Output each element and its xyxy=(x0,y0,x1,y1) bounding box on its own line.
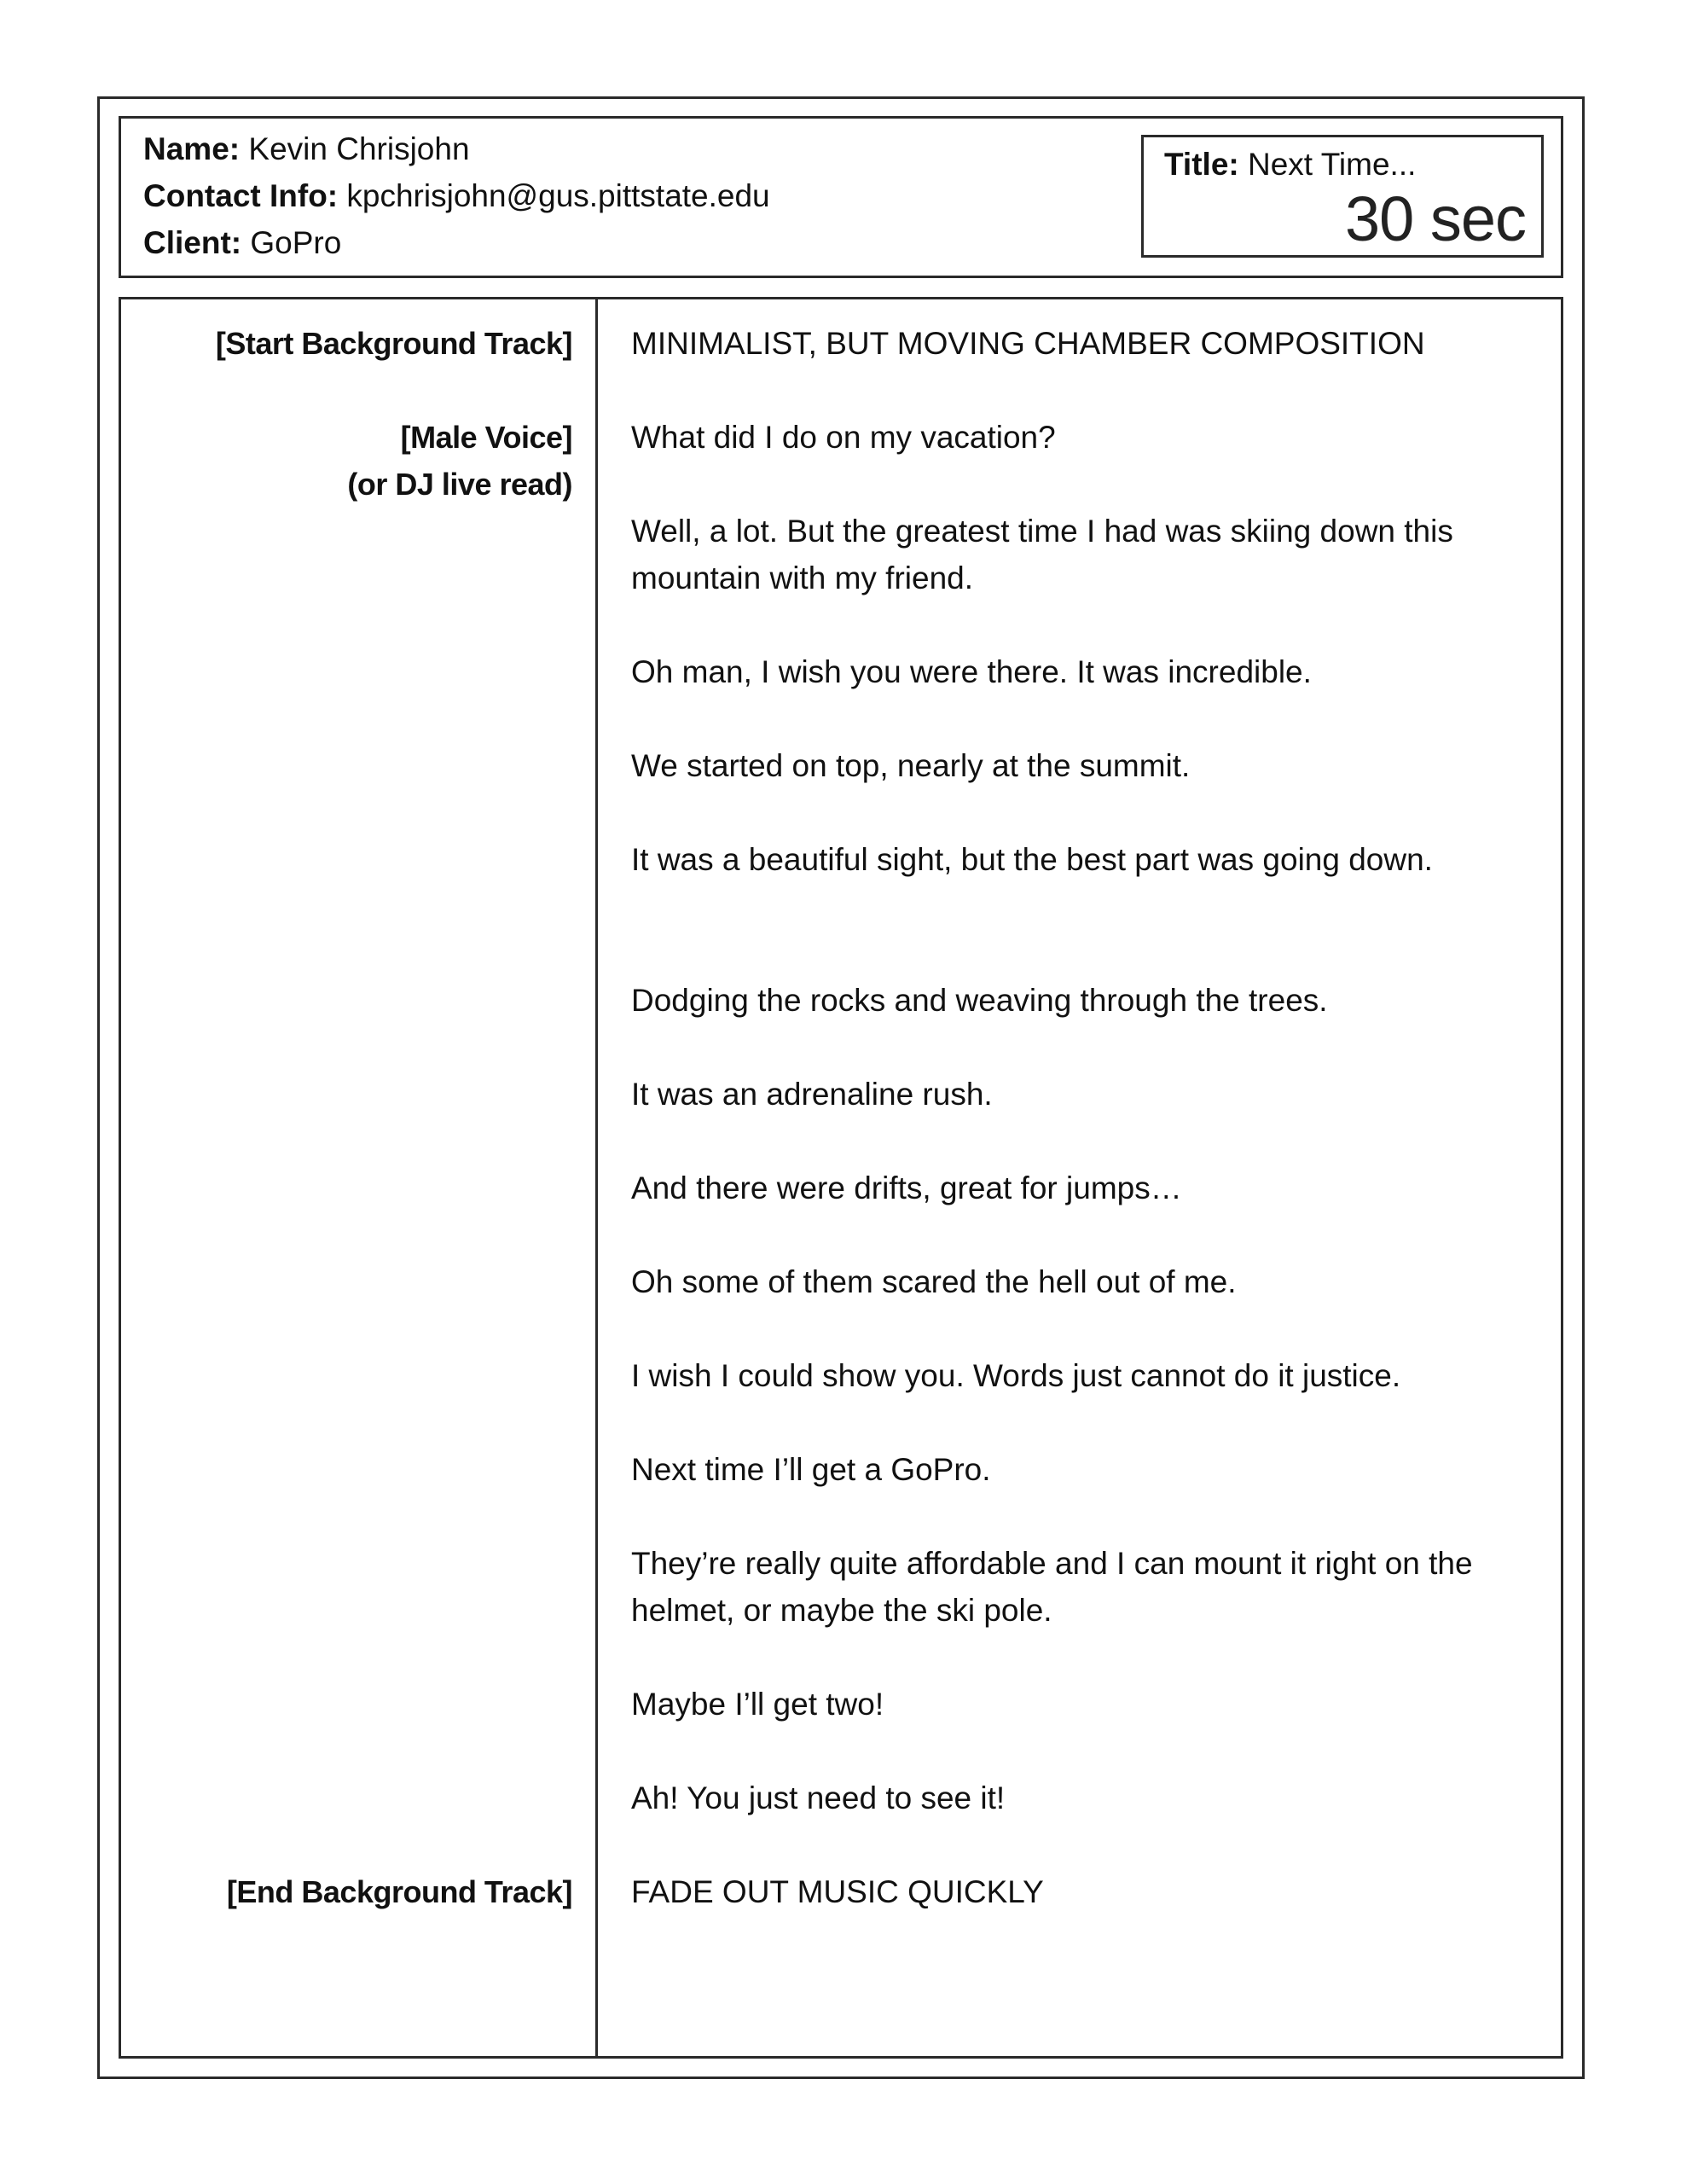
name-value: Kevin Chrisjohn xyxy=(248,131,470,166)
cue-dj-live-read: (or DJ live read) xyxy=(347,467,572,502)
script-line: And there were drifts, great for jumps… xyxy=(631,1170,1182,1205)
name-label: Name: xyxy=(143,131,241,166)
column-divider xyxy=(595,299,598,2056)
contact-label: Contact Info: xyxy=(143,178,339,213)
title-line xyxy=(1164,146,1416,183)
title-value: Next Time... xyxy=(1248,147,1417,182)
script-line: I wish I could show you. Words just cannot do it justice. xyxy=(631,1358,1401,1393)
script-line: Maybe I’ll get two! xyxy=(631,1687,884,1722)
script-line: It was an adrenaline rush. xyxy=(631,1077,993,1112)
contact-value: kpchrisjohn@gus.pittstate.edu xyxy=(346,178,770,213)
script-line: Next time I’ll get a GoPro. xyxy=(631,1452,991,1487)
cue-male-voice: [Male Voice] xyxy=(400,420,572,455)
script-line: Ah! You just need to see it! xyxy=(631,1780,1006,1815)
name-line xyxy=(143,131,470,168)
title-box xyxy=(1141,135,1544,258)
client-label: Client: xyxy=(143,225,242,260)
cue-end-background-track: [End Background Track] xyxy=(226,1874,572,1909)
client-line xyxy=(143,224,341,262)
script-line: Dodging the rocks and weaving through the trees. xyxy=(631,983,1328,1018)
header-box xyxy=(119,116,1563,278)
cue-start-background-track: [Start Background Track] xyxy=(215,326,572,361)
contact-line xyxy=(143,177,770,215)
script-line: We started on top, nearly at the summit. xyxy=(631,748,1191,783)
script-line: They’re really quite affordable and I can mount it right on the helmet, or maybe the ski pole. xyxy=(631,1546,1473,1628)
script-box xyxy=(119,297,1563,2059)
title-label: Title: xyxy=(1164,147,1239,182)
script-line: Well, a lot. But the greatest time I had was skiing down this mountain with my friend. xyxy=(631,514,1453,595)
duration-label: 30 sec xyxy=(1344,183,1526,254)
script-line: What did I do on my vacation? xyxy=(631,420,1056,455)
script-line: FADE OUT MUSIC QUICKLY xyxy=(631,1874,1044,1909)
script-line: Oh man, I wish you were there. It was incredible. xyxy=(631,654,1312,689)
script-line: Oh some of them scared the hell out of me. xyxy=(631,1264,1237,1299)
client-value: GoPro xyxy=(250,225,342,260)
script-line: MINIMALIST, BUT MOVING CHAMBER COMPOSITION xyxy=(631,326,1425,361)
script-line: It was a beautiful sight, but the best part was going down. xyxy=(631,842,1433,877)
